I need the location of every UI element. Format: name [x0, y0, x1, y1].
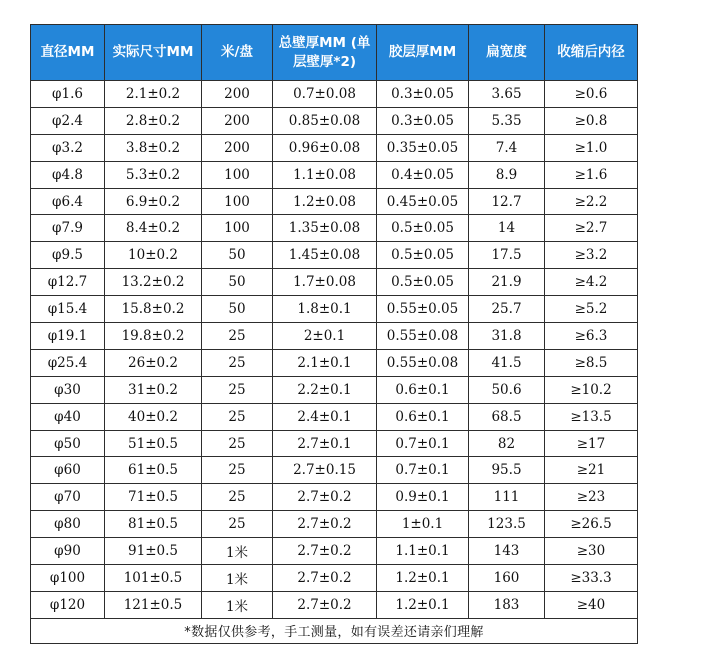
cell-flat-width: 50.6	[469, 376, 545, 403]
cell-diameter: φ60	[31, 457, 105, 484]
cell-flat-width: 82	[469, 430, 545, 457]
cell-total-wall-thickness: 2.1±0.1	[273, 349, 377, 376]
cell-shrunk-inner-diameter: ≥1.6	[545, 161, 638, 188]
cell-meters-per-roll: 25	[202, 349, 273, 376]
cell-diameter: φ1.6	[31, 81, 105, 108]
footnote-row	[31, 618, 638, 643]
cell-diameter: φ90	[31, 538, 105, 565]
cell-adhesive-thickness: 0.55±0.08	[377, 323, 469, 350]
cell-total-wall-thickness: 1.45±0.08	[273, 242, 377, 269]
table-row	[31, 296, 638, 323]
cell-total-wall-thickness: 2.7±0.15	[273, 457, 377, 484]
spec-table	[30, 24, 638, 644]
cell-actual-size: 31±0.2	[105, 376, 202, 403]
table-row	[31, 161, 638, 188]
table-row	[31, 565, 638, 592]
cell-diameter: φ15.4	[31, 296, 105, 323]
cell-shrunk-inner-diameter: ≥17	[545, 430, 638, 457]
cell-adhesive-thickness: 0.3±0.05	[377, 81, 469, 108]
cell-adhesive-thickness: 0.55±0.08	[377, 349, 469, 376]
cell-meters-per-roll: 1米	[202, 565, 273, 592]
footnote: *数据仅供参考，手工测量，如有误差还请亲们理解	[31, 618, 638, 643]
table-row	[31, 511, 638, 538]
table-row	[31, 457, 638, 484]
cell-total-wall-thickness: 1.35±0.08	[273, 215, 377, 242]
cell-total-wall-thickness: 2.7±0.2	[273, 565, 377, 592]
cell-adhesive-thickness: 0.6±0.1	[377, 403, 469, 430]
cell-meters-per-roll: 25	[202, 484, 273, 511]
cell-shrunk-inner-diameter: ≥23	[545, 484, 638, 511]
cell-total-wall-thickness: 2±0.1	[273, 323, 377, 350]
cell-diameter: φ70	[31, 484, 105, 511]
table-row	[31, 269, 638, 296]
cell-total-wall-thickness: 0.96±0.08	[273, 134, 377, 161]
table-row	[31, 81, 638, 108]
cell-diameter: φ2.4	[31, 107, 105, 134]
cell-actual-size: 101±0.5	[105, 565, 202, 592]
cell-diameter: φ40	[31, 403, 105, 430]
cell-diameter: φ120	[31, 591, 105, 618]
cell-actual-size: 121±0.5	[105, 591, 202, 618]
cell-flat-width: 21.9	[469, 269, 545, 296]
cell-adhesive-thickness: 1.1±0.1	[377, 538, 469, 565]
cell-diameter: φ4.8	[31, 161, 105, 188]
cell-diameter: φ12.7	[31, 269, 105, 296]
cell-shrunk-inner-diameter: ≥3.2	[545, 242, 638, 269]
header-meters-per-roll: 米/盘	[202, 25, 273, 81]
cell-actual-size: 8.4±0.2	[105, 215, 202, 242]
cell-flat-width: 17.5	[469, 242, 545, 269]
header-row	[31, 25, 638, 81]
cell-shrunk-inner-diameter: ≥26.5	[545, 511, 638, 538]
header-shrunk-inner-diameter: 收缩后内径	[545, 25, 638, 81]
cell-total-wall-thickness: 0.7±0.08	[273, 81, 377, 108]
cell-adhesive-thickness: 1±0.1	[377, 511, 469, 538]
cell-meters-per-roll: 25	[202, 457, 273, 484]
cell-shrunk-inner-diameter: ≥1.0	[545, 134, 638, 161]
cell-meters-per-roll: 200	[202, 134, 273, 161]
cell-actual-size: 61±0.5	[105, 457, 202, 484]
cell-adhesive-thickness: 0.5±0.05	[377, 269, 469, 296]
cell-adhesive-thickness: 1.2±0.1	[377, 591, 469, 618]
cell-total-wall-thickness: 1.1±0.08	[273, 161, 377, 188]
cell-meters-per-roll: 50	[202, 269, 273, 296]
cell-flat-width: 7.4	[469, 134, 545, 161]
cell-actual-size: 81±0.5	[105, 511, 202, 538]
cell-diameter: φ19.1	[31, 323, 105, 350]
table-row	[31, 484, 638, 511]
cell-actual-size: 3.8±0.2	[105, 134, 202, 161]
cell-adhesive-thickness: 0.45±0.05	[377, 188, 469, 215]
table-row	[31, 376, 638, 403]
header-flat-width: 扁宽度	[469, 25, 545, 81]
cell-diameter: φ50	[31, 430, 105, 457]
table-row	[31, 591, 638, 618]
cell-meters-per-roll: 25	[202, 403, 273, 430]
cell-flat-width: 160	[469, 565, 545, 592]
cell-shrunk-inner-diameter: ≥5.2	[545, 296, 638, 323]
cell-total-wall-thickness: 2.7±0.2	[273, 538, 377, 565]
cell-flat-width: 8.9	[469, 161, 545, 188]
cell-meters-per-roll: 100	[202, 215, 273, 242]
cell-diameter: φ6.4	[31, 188, 105, 215]
cell-actual-size: 40±0.2	[105, 403, 202, 430]
cell-flat-width: 25.7	[469, 296, 545, 323]
cell-flat-width: 183	[469, 591, 545, 618]
cell-meters-per-roll: 1米	[202, 538, 273, 565]
cell-meters-per-roll: 25	[202, 430, 273, 457]
cell-total-wall-thickness: 2.2±0.1	[273, 376, 377, 403]
cell-adhesive-thickness: 0.35±0.05	[377, 134, 469, 161]
cell-meters-per-roll: 50	[202, 242, 273, 269]
cell-adhesive-thickness: 0.3±0.05	[377, 107, 469, 134]
cell-adhesive-thickness: 0.5±0.05	[377, 242, 469, 269]
cell-actual-size: 2.8±0.2	[105, 107, 202, 134]
table-body	[31, 81, 638, 619]
cell-actual-size: 13.2±0.2	[105, 269, 202, 296]
cell-diameter: φ3.2	[31, 134, 105, 161]
cell-actual-size: 91±0.5	[105, 538, 202, 565]
cell-adhesive-thickness: 0.55±0.05	[377, 296, 469, 323]
table-row	[31, 107, 638, 134]
table-row	[31, 242, 638, 269]
cell-diameter: φ25.4	[31, 349, 105, 376]
cell-diameter: φ100	[31, 565, 105, 592]
cell-total-wall-thickness: 2.7±0.2	[273, 591, 377, 618]
cell-diameter: φ80	[31, 511, 105, 538]
cell-shrunk-inner-diameter: ≥8.5	[545, 349, 638, 376]
cell-adhesive-thickness: 0.6±0.1	[377, 376, 469, 403]
cell-actual-size: 26±0.2	[105, 349, 202, 376]
cell-total-wall-thickness: 1.7±0.08	[273, 269, 377, 296]
header-actual-size: 实际尺寸MM	[105, 25, 202, 81]
cell-flat-width: 14	[469, 215, 545, 242]
cell-flat-width: 3.65	[469, 81, 545, 108]
cell-flat-width: 31.8	[469, 323, 545, 350]
cell-shrunk-inner-diameter: ≥33.3	[545, 565, 638, 592]
cell-shrunk-inner-diameter: ≥2.7	[545, 215, 638, 242]
cell-shrunk-inner-diameter: ≥2.2	[545, 188, 638, 215]
cell-meters-per-roll: 200	[202, 81, 273, 108]
cell-actual-size: 71±0.5	[105, 484, 202, 511]
cell-adhesive-thickness: 0.5±0.05	[377, 215, 469, 242]
cell-meters-per-roll: 1米	[202, 591, 273, 618]
cell-adhesive-thickness: 0.4±0.05	[377, 161, 469, 188]
cell-flat-width: 143	[469, 538, 545, 565]
table-row	[31, 134, 638, 161]
cell-adhesive-thickness: 0.9±0.1	[377, 484, 469, 511]
cell-shrunk-inner-diameter: ≥21	[545, 457, 638, 484]
table-row	[31, 188, 638, 215]
cell-meters-per-roll: 100	[202, 188, 273, 215]
cell-meters-per-roll: 50	[202, 296, 273, 323]
cell-shrunk-inner-diameter: ≥10.2	[545, 376, 638, 403]
cell-total-wall-thickness: 1.8±0.1	[273, 296, 377, 323]
cell-diameter: φ7.9	[31, 215, 105, 242]
cell-meters-per-roll: 25	[202, 511, 273, 538]
header-adhesive-thickness: 胶层厚MM	[377, 25, 469, 81]
cell-shrunk-inner-diameter: ≥0.8	[545, 107, 638, 134]
cell-meters-per-roll: 25	[202, 376, 273, 403]
cell-total-wall-thickness: 0.85±0.08	[273, 107, 377, 134]
cell-flat-width: 95.5	[469, 457, 545, 484]
cell-actual-size: 51±0.5	[105, 430, 202, 457]
cell-shrunk-inner-diameter: ≥13.5	[545, 403, 638, 430]
cell-total-wall-thickness: 2.7±0.1	[273, 430, 377, 457]
cell-flat-width: 12.7	[469, 188, 545, 215]
cell-diameter: φ9.5	[31, 242, 105, 269]
cell-flat-width: 68.5	[469, 403, 545, 430]
cell-meters-per-roll: 25	[202, 323, 273, 350]
cell-shrunk-inner-diameter: ≥6.3	[545, 323, 638, 350]
cell-adhesive-thickness: 0.7±0.1	[377, 430, 469, 457]
table-row	[31, 215, 638, 242]
cell-flat-width: 111	[469, 484, 545, 511]
table-row	[31, 349, 638, 376]
cell-actual-size: 19.8±0.2	[105, 323, 202, 350]
cell-actual-size: 5.3±0.2	[105, 161, 202, 188]
cell-shrunk-inner-diameter: ≥40	[545, 591, 638, 618]
cell-total-wall-thickness: 2.4±0.1	[273, 403, 377, 430]
cell-shrunk-inner-diameter: ≥30	[545, 538, 638, 565]
cell-actual-size: 15.8±0.2	[105, 296, 202, 323]
header-diameter: 直径MM	[31, 25, 105, 81]
cell-shrunk-inner-diameter: ≥4.2	[545, 269, 638, 296]
cell-adhesive-thickness: 0.7±0.1	[377, 457, 469, 484]
cell-flat-width: 123.5	[469, 511, 545, 538]
table-row	[31, 430, 638, 457]
cell-actual-size: 6.9±0.2	[105, 188, 202, 215]
table-row	[31, 323, 638, 350]
cell-total-wall-thickness: 2.7±0.2	[273, 511, 377, 538]
cell-meters-per-roll: 100	[202, 161, 273, 188]
header-total-wall-thickness: 总壁厚MM (单层壁厚*2)	[273, 25, 377, 81]
spec-sheet	[30, 24, 637, 644]
cell-flat-width: 41.5	[469, 349, 545, 376]
cell-adhesive-thickness: 1.2±0.1	[377, 565, 469, 592]
cell-actual-size: 10±0.2	[105, 242, 202, 269]
cell-diameter: φ30	[31, 376, 105, 403]
table-row	[31, 538, 638, 565]
cell-flat-width: 5.35	[469, 107, 545, 134]
cell-total-wall-thickness: 1.2±0.08	[273, 188, 377, 215]
cell-total-wall-thickness: 2.7±0.2	[273, 484, 377, 511]
cell-shrunk-inner-diameter: ≥0.6	[545, 81, 638, 108]
cell-actual-size: 2.1±0.2	[105, 81, 202, 108]
table-row	[31, 403, 638, 430]
cell-meters-per-roll: 200	[202, 107, 273, 134]
